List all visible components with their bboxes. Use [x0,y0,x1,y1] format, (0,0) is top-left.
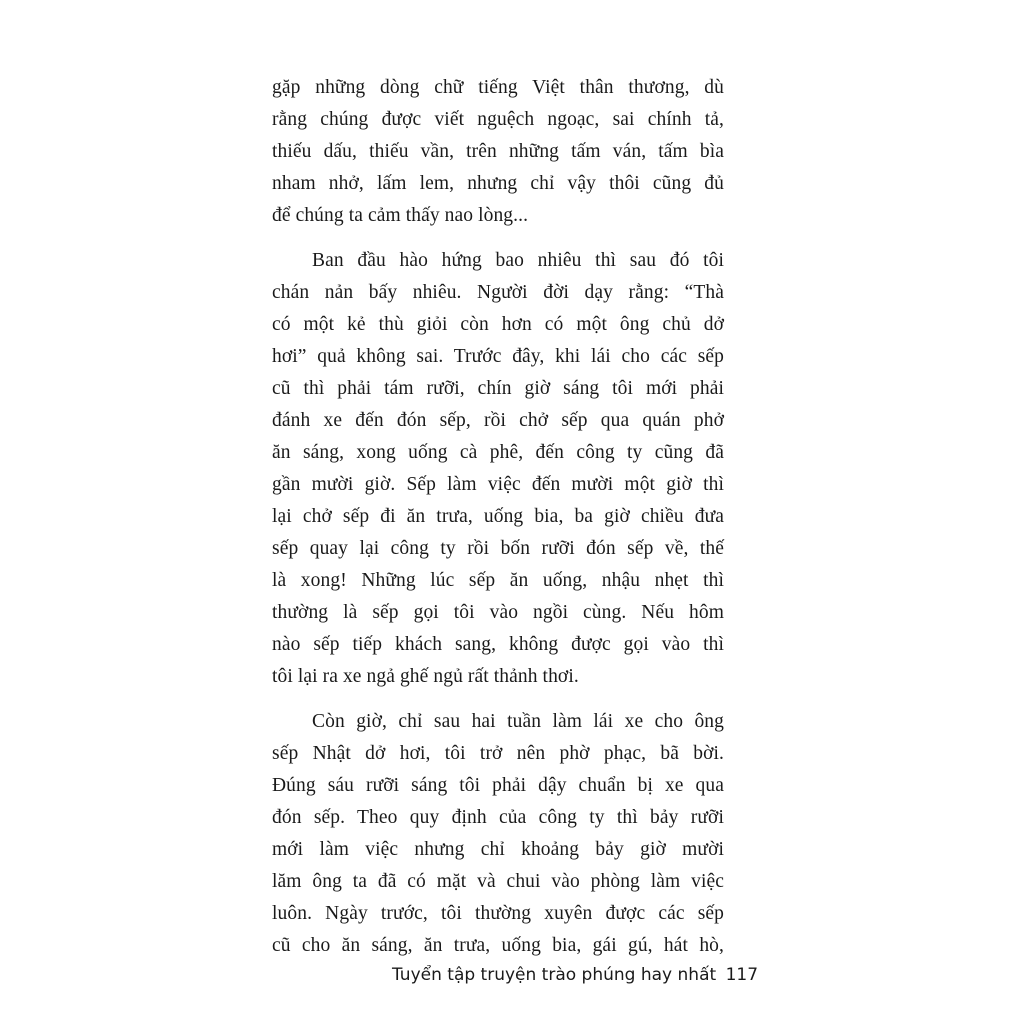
text-line: nham nhở, lấm lem, nhưng chỉ vậy thôi cũng đủ [272,173,724,194]
paragraph-gap [272,232,724,245]
page-footer [392,960,759,990]
text-line: tôi lại ra xe ngả ghế ngủ rất thảnh thơi. [272,666,579,687]
text-line: là xong! Những lúc sếp ăn uống, nhậu nhẹt thì [272,570,724,591]
text-line: luôn. Ngày trước, tôi thường xuyên được các sếp [272,903,724,924]
text-line: lại chở sếp đi ăn trưa, uống bia, ba giờ chiều đưa [272,506,724,527]
paragraph-gap [272,693,724,706]
text-line: nào sếp tiếp khách sang, không được gọi vào thì [272,634,724,655]
text-line: hơi” quả không sai. Trước đây, khi lái cho các sếp [272,346,724,367]
text-line: có một kẻ thù giỏi còn hơn có một ông chủ dở [272,314,724,335]
text-line: cũ thì phải tám rưỡi, chín giờ sáng tôi mới phải [272,378,724,399]
text-line: thiếu dấu, thiếu vần, trên những tấm ván, tấm bìa [272,141,724,162]
page-number: 117 [725,965,759,985]
text-line: để chúng ta cảm thấy nao lòng... [272,205,529,226]
text-line: cũ cho ăn sáng, ăn trưa, uống bia, gái gú, hát hò, [272,935,724,956]
text-line: sếp quay lại công ty rồi bốn rưỡi đón sếp về, thế [272,538,724,559]
text-line: gặp những dòng chữ tiếng Việt thân thương, dù [272,77,724,98]
text-line: đánh xe đến đón sếp, rồi chở sếp qua quán phở [272,410,724,431]
paragraph-1 [272,72,724,232]
text-line: mới làm việc nhưng chỉ khoảng bảy giờ mười [272,839,724,860]
text-line: rằng chúng được viết nguệch ngoạc, sai chính tả, [272,109,724,130]
text-line: gần mười giờ. Sếp làm việc đến mười một giờ thì [272,474,724,495]
text-line: Đúng sáu rưỡi sáng tôi phải dậy chuẩn bị xe qua [272,775,724,796]
text-line: sếp Nhật dở hơi, tôi trở nên phờ phạc, bã bời. [272,743,724,764]
text-line: ăn sáng, xong uống cà phê, đến công ty cũng đã [272,442,724,463]
text-line: chán nản bấy nhiêu. Người đời dạy rằng: “Thà [272,282,724,303]
text-line: thường là sếp gọi tôi vào ngồi cùng. Nếu hôm [272,602,724,623]
paragraph-2 [272,245,724,693]
paragraph-3 [272,706,724,962]
text-line: lăm ông ta đã có mặt và chui vào phòng làm việc [272,871,724,892]
page-body [272,72,724,962]
running-title: Tuyển tập truyện trào phúng hay nhất [392,965,717,985]
text-line: đón sếp. Theo quy định của công ty thì bảy rưỡi [272,807,724,828]
text-line: Còn giờ, chỉ sau hai tuần làm lái xe cho ông [312,711,724,732]
text-line: Ban đầu hào hứng bao nhiêu thì sau đó tôi [312,250,724,271]
